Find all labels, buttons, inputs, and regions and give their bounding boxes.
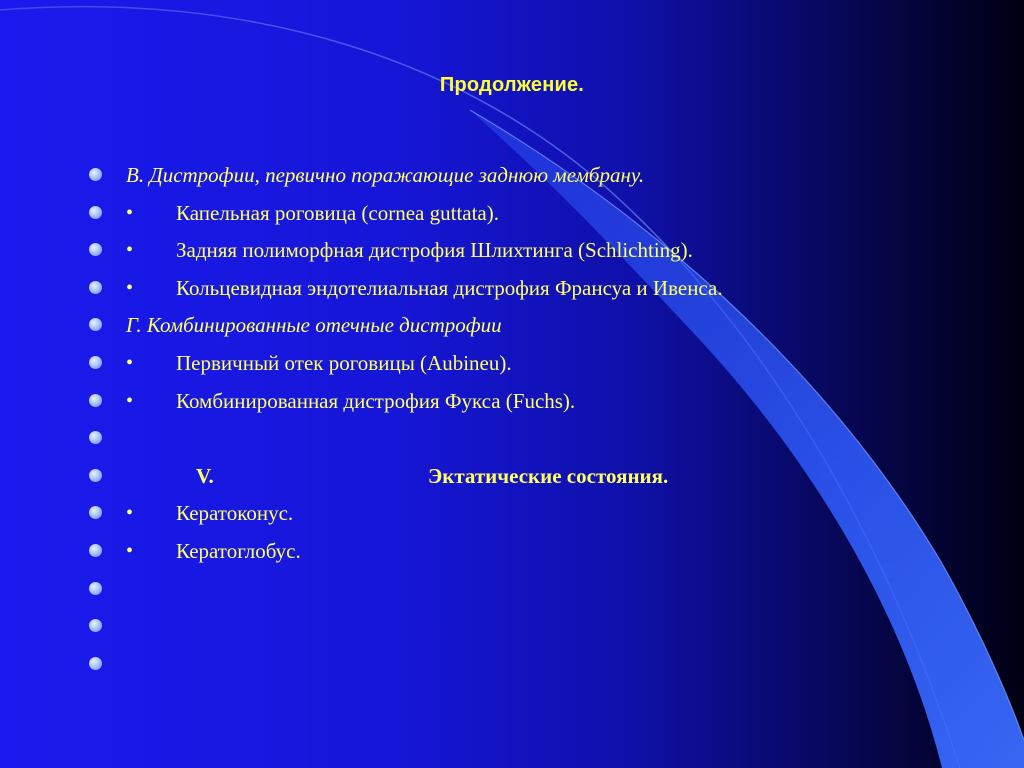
- bullet-icon: [89, 356, 102, 369]
- sub-bullet-icon: •: [126, 201, 134, 224]
- sub-bullet-icon: •: [126, 239, 134, 262]
- list-item-text: Задняя полиморфная дистрофия Шлихтинга (Schlichting).: [176, 238, 693, 263]
- bullet-icon: [89, 206, 102, 219]
- bullet-icon: [89, 544, 102, 557]
- bullet-icon: [89, 318, 102, 331]
- list-item-empty: [0, 570, 1000, 608]
- list-item: [0, 382, 1000, 420]
- list-item: [0, 457, 1000, 495]
- section-heading: Г. Комбинированные отечные дистрофии: [126, 313, 502, 338]
- list-item-text: Кольцевидная эндотелиальная дистрофия Франсуа и Ивенса.: [176, 275, 723, 300]
- sub-bullet-icon: •: [126, 276, 134, 299]
- slide-title: Продолжение.: [439, 74, 585, 96]
- bullet-icon: [89, 431, 102, 444]
- bullet-icon: [89, 281, 102, 294]
- list-item-text: Первичный отек роговицы (Aubineu).: [176, 351, 512, 375]
- list-item-empty: [0, 419, 1000, 457]
- bullet-icon: [89, 394, 102, 407]
- sub-bullet-icon: •: [126, 352, 134, 374]
- list-item-empty: [0, 607, 1000, 645]
- list-item: [0, 344, 1000, 382]
- sub-bullet-icon: •: [126, 502, 134, 525]
- bullet-icon: [89, 469, 102, 482]
- list-item: [0, 231, 1000, 269]
- list-item-text: Комбинированная дистрофия Фукса (Fuchs).: [176, 388, 576, 413]
- section-heading: В. Дистрофии, первично поражающие заднюю мембрану.: [126, 163, 645, 187]
- bullet-icon: [89, 168, 102, 181]
- bullet-icon: [89, 506, 102, 519]
- list-item: [0, 194, 1000, 232]
- sub-bullet-icon: •: [126, 540, 134, 562]
- bullet-icon: [89, 657, 102, 670]
- bullet-icon: [89, 619, 102, 632]
- list-item: [0, 532, 1000, 570]
- section-title: Эктатические состояния.: [428, 463, 669, 488]
- list-item: [0, 156, 1000, 194]
- list-item: [0, 306, 1000, 344]
- list-item-text: Капельная роговица (cornea guttata).: [176, 200, 499, 225]
- list-item-text: Кератоглобус.: [176, 539, 301, 563]
- bullet-icon: [89, 243, 102, 256]
- list-item-empty: [0, 645, 1000, 683]
- list-item-text: Кератоконус.: [176, 501, 294, 526]
- list-item: [0, 269, 1000, 307]
- bullet-icon: [89, 582, 102, 595]
- section-number: V.: [196, 463, 214, 488]
- list-item: [0, 494, 1000, 532]
- sub-bullet-icon: •: [126, 389, 134, 412]
